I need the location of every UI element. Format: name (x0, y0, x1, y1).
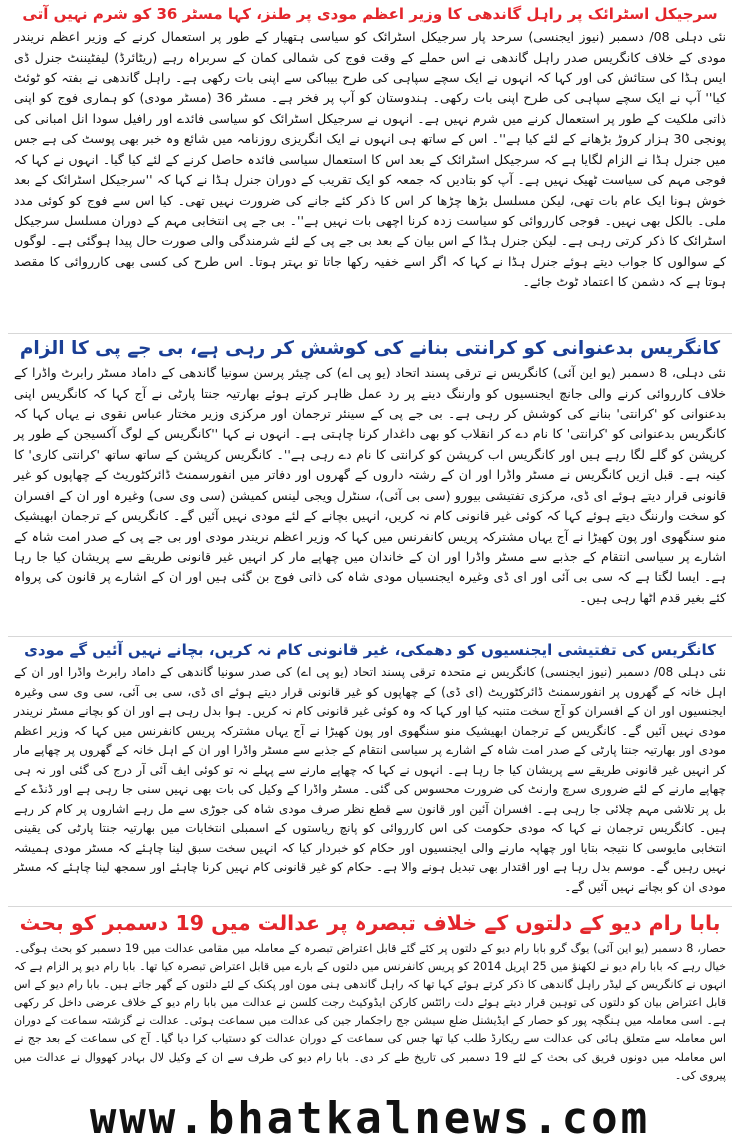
divider (8, 636, 732, 637)
article-4-body: حصار، 8 دسمبر (یو این آئی) یوگ گرو بابا رام دیو کے دلتوں پر کئے گئے قابل اعتراض تبصرہ کے معاملہ میں مقامی عدالت میں 19 دسمبر کو بحث ہوگی۔ خیال رہے کہ بابا رام دیو نے لکھنؤ میں 25 اپریل 2014 کو پریس کانفرنس میں دلتوں کے بارے میں قابل اعتراض تبصرہ کیا تھا۔ بابا رام دیو پر الزام ہے کہ انہوں نے کانگریس کے لیڈر راہل گاندھی کا ذکر کرتے ہوئے کہا تھا کہ راہل گاندھی ہنی مون اور پکنک کے لئے دلتوں کے گھر جاتے ہیں۔ بابا رام دیو کے اس قابل اعتراض بیان کو دلتوں کی توہین قرار دیتے ہوئے دلت رائٹس کارکن ایڈوکیٹ رجت کلسن نے عدالت میں بابا رام دیو کے خلاف عرضی داخل کر رکھی ہے۔ اسی معاملہ میں ہنگچہ پور کو حصار کے ایڈیشنل ضلع سیشن جج راجکمار جین کی عدالت میں سماعت ہوئی۔ عدالت نے گزشتہ سماعت کے دوران اس معاملہ سے متعلق ہائی کی عدالت سے ریکارڈ طلب کیا تھا جس کی سماعت کے دوران عدالت کو دستیاب کرا دیا گیا۔ آج کی سماعت کے بعد جج نے اس معاملہ میں دونوں فریق کی بحث کے لئے 19 دسمبر کی تاریخ طے کر دی۔ بابا رام دیو کی طرف سے ان کے وکیل لال بہادر کھووال نے عدالت میں پیروی کی۔ (14, 941, 727, 1082)
article-1-headline: سرجیکل اسٹرائک پر راہل گاندھی کا وزیر اعظم مودی پر طنز، کہا مسٹر 36 کو شرم نہیں آتی (22, 5, 718, 23)
article-3 (14, 642, 726, 897)
divider (8, 906, 732, 907)
article-4-headline: بابا رام دیو کے دلتوں کے خلاف تبصرہ پر عدالت میں 19 دسمبر کو بحث (19, 911, 721, 935)
article-1-body: نئی دہلی 08/ دسمبر (نیوز ایجنسی) سرحد پار سرجیکل اسٹرائک کو سیاسی ہتھیار کے طور پر استعمال کرنے کے وزیر اعظم نریندر مودی کے خلاف کانگریس صدر راہل گاندھی نے اس حملے کے وقت فوج کی شمالی کمان کے سربراہ رہے (ریٹائرڈ) لیفٹیننٹ جنرل ڈی ایس ہڈا کی ستائش کی اور کہا کہ انہوں نے ایک سچے سپاہی کی طرح بیباکی سے اپنی بات رکھی ہے۔ راہل گاندھی نے بفتہ کو ٹوئٹ کیا'' آپ نے ایک سچے سپاہی کی طرح اپنی بات رکھی۔ ہندوستان کو آپ پر فخر ہے۔ مسٹر 36 (مسٹر مودی) کو ہماری فوج کو اپنی ذاتی ملکیت کے طور پر استعمال کرنے میں شرم نہیں ہے۔ انہوں نے سرجیکل اسٹرائک کو سیاسی فائدے اور رافیل سودا انل امبانی کی پونجی 30 ہزار کروڑ بڑھانے کے لئے کیا ہے''۔ اس کے ساتھ ہی انہوں نے ایک انگریزی روزنامہ میں شائع وہ خبر بھی پوسٹ کی ہے جس میں جنرل ہڈا نے الزام لگایا ہے کہ سرجیکل اسٹرائک کے بعد اس کا استعمال سیاسی فائدہ حاصل کرنے کے لئے کیا گیا۔ انہوں نے کہا کہ فوجی مہم کی سیاست ٹھیک نہیں ہے۔ آپ کو بتادیں کہ جمعہ کو ایک تقریب کے دوران جنرل ہڈا نے کہا کہ ''سرجیکل اسٹرائک کے بعد خوش ہونا ایک عام بات تھی، لیکن مسلسل بڑھا چڑھا کر اس کا ذکر کئے جانے کی ضرورت نہیں تھی۔ کیا اس سے فوج کو کوئی مدد ملی۔ بالکل بھی نہیں۔ فوجی کارروائی کو سیاست زدہ کرنا اچھی بات نہیں ہے''۔ بی جے پی انتخابی مہم کے دوران مسلسل سرجیکل اسٹرائک کا ذکر کرتی رہی ہے۔ لیکن جنرل ہڈا کے اس بیان کے بعد بی جے پی کے لئے شرمندگی والی صورت حال پیدا ہوگئی ہے۔ لوگوں کے سوالوں کا جواب دیتے ہوئے جنرل ہڈا نے کہا کہ اگر اسے خفیہ رکھا جاتا تو بہتر ہوتا۔ اس طرح کی کسی بھی کارروائی کا مقصد ہوتا ہے کہ دشمن کا اعتماد ٹوٹ جائے۔ (14, 29, 726, 290)
article-3-body: نئی دہلی 08/ دسمبر (نیوز ایجنسی) کانگریس نے متحدہ ترقی پسند اتحاد (یو پی اے) کی صدر سونیا گاندھی کے داماد رابرٹ واڈرا اور ان کے اہل خانہ کے گھروں پر انفورسمنٹ ڈائرکٹوریٹ (ای ڈی) کے چھاپوں کو غیر قانونی قرار دیتے ہوئے ای ڈی، سی بی آئی، سی وی سی وغیرہ ایجنسیوں اور ان کے افسران کو آج سخت متنبہ کیا اور کہا کہ وہ کوئی غیر قانونی کام نہ کریں۔ ہوا بدل رہی ہے اور ان کو بچانے مسٹر نریندر مودی نہیں آئیں گے۔ کانگریس کے ترجمان ابھیشیک منو سنگھوی اور پون کھیڑا نے آج یہاں مشترکہ پریس کانفرنس میں کہا کہ وزیر اعظم مودی اور بھارتیہ جنتا پارٹی کے صدر امت شاہ کے اشارے پر سیاسی انتقام کے جذبے سے مسٹر واڈرا اور ان کے اہل خانہ کے گھروں پر چھاپے مار کر انہیں غیر قانونی طریقے سے پریشان کیا جا رہا ہے۔ انہوں نے کہا کہ چھاپے مارنے سے پہلے نہ تو کوئی ایف آئی آر درج کی گئی اور نہ ہی چھاپے مارنے کے لئے ضروری سرچ وارنٹ کی ضرورت محسوس کی گئی۔ مسٹر واڈرا کے وکیل کی بات بھی نہیں سنی جا رہی ہے اور ڈنڈے کے بل پر تلاشی مہم چلائی جا رہی ہے۔ افسران آئین اور قانون سے قطع نظر صرف مودی شاہ کی جوڑی سے مل رہے اشاروں پر کام کر رہے ہیں۔ کانگریس ترجمان نے کہا کہ مودی حکومت کی اس کارروائی کو پانچ ریاستوں کے اسمبلی انتخابات میں بھارتیہ جنتا پارٹی کی یقینی انتخابی مایوسی کا نتیجہ بتایا اور چھاپہ مارنے والی ایجنسیوں اور حکام کو خبردار کیا کہ انہیں سخت سبق لینا چاہئے کہ مسٹر مودی ہمیشہ نہیں رہیں گے۔ موسم بدل رہا ہے اور اقتدار بھی تبدیل ہونے والا ہے۔ حکام کو غیر قانونی کام نہیں کرنا چاہئے اور سمجھ لینا چاہئے کہ مسٹر مودی ان کو بچانے نہیں آئیں گے۔ (14, 665, 726, 894)
site-url-text[interactable]: www.bhatkalnews.com (89, 1093, 651, 1144)
article-2-body: نئی دہلی، 8 دسمبر (یو این آئی) کانگریس نے ترقی پسند اتحاد (یو پی اے) کی چیئر پرسن سونیا گاندھی کے داماد مسٹر رابرٹ واڈرا کے خلاف کارروائی کرنے والی جانچ ایجنسیوں کو وارننگ دینے پر رد عمل ظاہر کرتے ہوئے بھارتیہ جنتا پارٹی نے آج کہا کہ کانگریس اپنی بدعنوانی کو 'کرانتی' بنانے کی کوشش کر رہی ہے۔ بی جے پی کے سینئر ترجمان اور مرکزی وزیر مختار عباس نقوی نے یہاں کہا کہ کانگریس بدعنوانی کو 'کرانتی' کا نام دے کر انقلاب کو بھی داغدار کرنا چاہتی ہے۔ انہوں نے کہا ''کانگریس کے لوگ آکسیجن کے طور پر کرپشن کو گلے لگا رہے ہیں اور کانگریس اب کرپشن کو کرانتی کا نام دے رہی ہے''۔ کانگریس کرپشن کے ساتھ ساتھ 'کرانتی کاری' کا کینہ ہے۔ قبل ازیں کانگریس نے مسٹر واڈرا اور ان کے رشتہ داروں کے گھروں اور دفاتر میں انفورسمنٹ ڈائرکٹوریٹ کے چھاپوں کو غیر قانونی قرار دیتے ہوئے ای ڈی، مرکزی تفتیشی بیورو (سی بی آئی)، سنٹرل ویجی لینس کمیشن (سی وی سی) وغیرہ اور ان کے افسران کو سخت وارننگ دیتے ہوئے کہا کہ کوئی غیر قانونی کام نہ کریں، انہیں بچانے کے لئے مودی نہیں آئیں گے۔ کانگریس کے ترجمان ابھیشیک منو سنگھوی اور پون کھیڑا نے آج یہاں مشترکہ پریس کانفرنس میں کہا کہ وزیر اعظم نریندر مودی اور بی جے پی کے صدر امت شاہ کے اشارے پر سیاسی انتقام کے جذبے سے مسٹر واڈرا اور ان کے خاندان میں چھاپے مار کر انہیں غیر قانونی طریقے سے پریشان کیا جا رہا ہے۔ ایسا لگتا ہے کہ سی بی آئی اور ای ڈی وغیرہ ایجنسیاں مودی شاہ کی ذاتی فوج بن گئی ہیں اور ان کے اشارے پر قانون کی پرواہ کئے بغیر قدم اٹھا رہی ہیں۔ (14, 365, 726, 605)
article-1 (14, 6, 726, 293)
article-2 (14, 338, 726, 608)
divider (8, 333, 732, 334)
article-2-headline: کانگریس بدعنوانی کو کرانتی بنانے کی کوشش کر رہی ہے، بی جے پی کا الزام (19, 338, 721, 359)
article-3-headline: کانگریس کی تفتیشی ایجنسیوں کو دھمکی، غیر قانونی کام نہ کریں، بچانے نہیں آئیں گے مودی (24, 641, 716, 659)
site-url-footer[interactable] (0, 1090, 740, 1147)
article-4 (14, 912, 726, 1085)
